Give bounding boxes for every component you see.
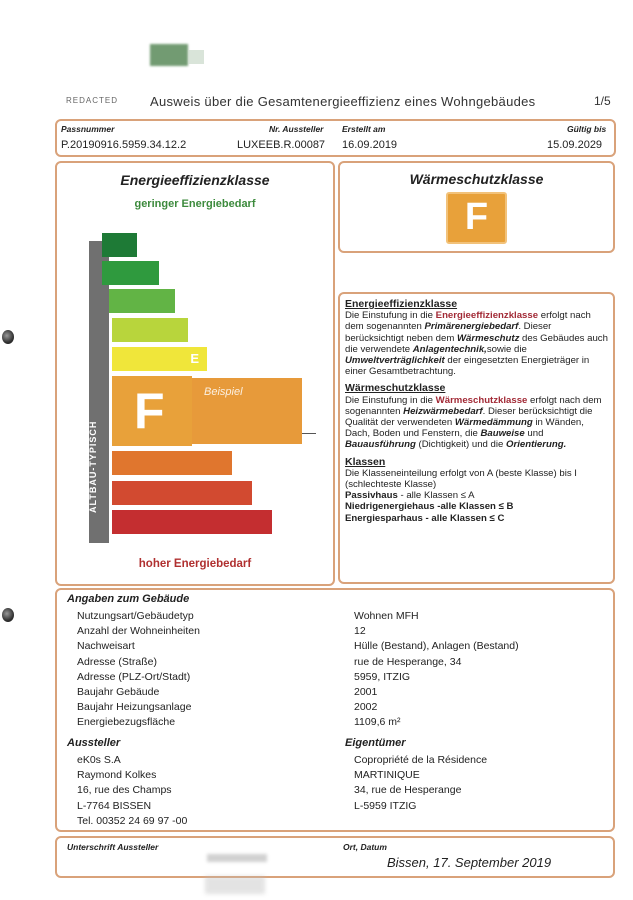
info-energiespar: Energiesparhaus - alle Klassen ≤ C [345,512,505,524]
info-energy-text: Die Einstufung in die Energieeffizienzklasse erfolgt nach dem sogenannten Primärenergiebedarf. Dieser berücksichtigt neben dem Wärmeschutz des Gebäudes auch die verwendete Anlagentechnik,sowie die Umweltverträglichkeit der eingesetzten Energieträger in einer Gesamtbetrachtung. [345,310,608,378]
energy-pointer-text: Beispiel [204,386,243,398]
building-row-label: Nutzungsart/Gebäudetyp [77,610,194,622]
pass-value: P.20190916.5959.34.12.2 [61,139,187,151]
energy-current-pointer [192,378,302,444]
building-row-label: Adresse (PLZ-Ort/Stadt) [77,670,191,683]
building-row-value: 1109,6 m² [354,716,401,729]
info-waerme-text: Die Einstufung in die Wärmeschutzklasse erfolgt nach dem sogenannten Heizwärmebedarf. Dieser berücksichtigt die Qualität der verwendeten Wärmedämmung in Wänden, Dach, Boden und Fenstern, die Bauweise und Bauausführung (Dichtigkeit) und die Orientierung. [345,394,602,451]
building-row-value: 12 [354,625,366,638]
aussteller-line: L-7764 BISSEN [77,799,152,812]
eigentuemer-line: L-5959 ITZIG [354,799,417,812]
waerme-class-letter: F [464,196,489,238]
info-passivhaus: Passivhaus - alle Klassen ≤ A [345,490,475,502]
building-row-label: Energiebezugsfläche [77,716,176,729]
ort-datum-value: Bissen, 17. September 2019 [387,855,552,870]
signature-stamp [205,876,265,894]
eigentuemer-line: MARTINIQUE [354,769,420,782]
energy-bar-g [112,451,232,475]
erstellt-value: 16.09.2019 [342,139,398,151]
info-box [338,292,615,584]
aussteller-title: Aussteller [67,737,121,749]
energy-bar-e-letter: E [190,351,199,366]
building-row-value: Hülle (Bestand), Anlagen (Bestand) [354,640,519,653]
ort-datum-label: Ort, Datum [343,842,387,852]
info-waerme-title: Wärmeschutzklasse [345,382,446,395]
building-row-value: 2001 [354,686,378,698]
energy-class-letter: F [134,383,165,439]
building-row-label: Baujahr Gebäude [77,686,160,698]
waerme-class-badge [446,192,507,244]
aussteller-nr-value: LUXEEB.R.00087 [237,139,326,151]
energy-bar-e [112,347,207,371]
building-row-value: Wohnen MFH [354,610,419,622]
building-row-label: Adresse (Straße) [77,655,157,668]
meta-box [55,119,616,157]
logo-stamp-tail [188,50,204,64]
signature-mark [207,854,267,862]
building-row-label: Anzahl der Wohneinheiten [77,625,200,638]
page-title: Ausweis über die Gesamtenergieeffizienz eines Wohngebäudes [150,94,536,109]
info-niedrigenergie: Niedrigenergiehaus -alle Klassen ≤ B [345,501,514,513]
pass-label: Passnummer [61,124,115,134]
energy-bar-f-current [112,376,192,446]
eigentuemer-line: 34, rue de Hesperange [354,784,462,797]
energy-pointer-line [302,433,316,434]
signature-label: Unterschrift Aussteller [67,842,159,852]
info-energy-title: Energieeffizienzklasse [345,298,458,310]
energy-bar-d [112,318,188,342]
punch-hole-top [2,330,14,344]
gueltig-value: 15.09.2029 [547,139,603,151]
erstellt-label: Erstellt am [342,124,386,134]
eigentuemer-title: Eigentümer [345,737,406,749]
building-section-title: Angaben zum Gebäude [67,593,190,605]
aussteller-nr-label: Nr. Aussteller [269,124,324,134]
energy-bar-b [102,261,159,285]
energy-bottom-label: hoher Energiebedarf [138,558,252,570]
building-box [55,588,615,832]
aussteller-line: 16, rue des Champs [77,784,172,797]
energy-bar-i [112,510,272,534]
gueltig-label: Gültig bis [567,124,607,134]
building-row-value: 2002 [354,701,378,714]
logo-stamp [150,44,188,66]
energy-class-box [55,161,335,586]
building-row-label: Nachweisart [77,640,135,653]
building-row-label: Baujahr Heizungsanlage [77,701,192,714]
eigentuemer-line: Copropriété de la Résidence [354,754,488,766]
aussteller-line: eK0s S.A [77,754,121,766]
waerme-class-title: Wärmeschutzklasse [409,171,544,187]
header-stamp: REDACTED [66,96,119,105]
punch-hole-bottom [2,608,14,622]
aussteller-line: Raymond Kolkes [77,769,157,782]
energy-bar-c [109,289,175,313]
signature-box [55,836,615,878]
info-klassen-title: Klassen [345,455,386,468]
aussteller-line: Tel. 00352 24 69 97 -00 [77,814,188,827]
energy-bar-h [112,481,252,505]
waerme-class-box [338,161,615,253]
energy-bar-a [102,233,137,257]
info-klassen-text: Die Klasseneinteilung erfolgt von A (beste Klasse) bis I (schlechteste Klasse) [345,467,577,491]
energy-class-title: Energieeffizienzklasse [120,172,270,188]
energy-top-label: geringer Energiebedarf [134,198,256,210]
page-number: 1/5 [594,94,611,108]
info-text [345,299,610,524]
building-row-value: 5959, ITZIG [354,670,411,683]
building-row-value: rue de Hesperange, 34 [354,655,462,668]
